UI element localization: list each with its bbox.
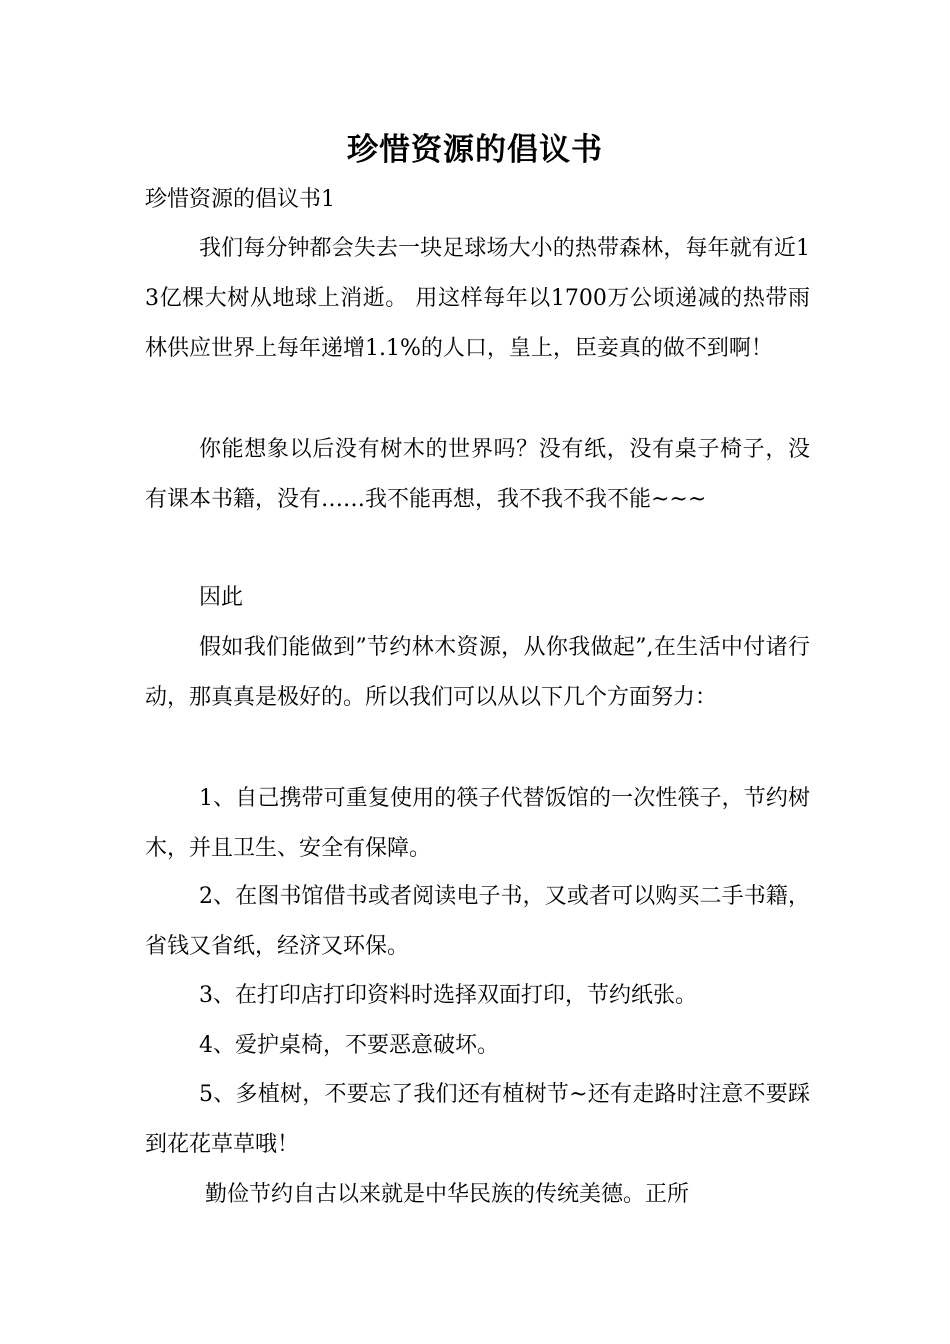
list-item-library: 2、在图书馆借书或者阅读电子书，又或者可以购买二手书籍，省钱又省纸，经济又环保。 — [145, 884, 810, 959]
list-item-protect-desks: 4、爱护桌椅，不要恶意破坏。 — [199, 1033, 499, 1058]
section-heading: 珍惜资源的倡议书1 — [145, 187, 335, 212]
paragraph-proposal-intro: 假如我们能做到”节约林木资源，从你我做起”,在生活中付诸行动，那真真是极好的。所以我们可以从以下几个方面努力： — [145, 635, 810, 710]
list-item-plant-trees: 5、多植树，不要忘了我们还有植树节~还有走路时注意不要踩到花花草草哦！ — [145, 1082, 810, 1157]
paragraph-world-without-trees: 你能想象以后没有树木的世界吗？没有纸，没有桌子椅子，没有课本书籍，没有……我不能再想，我不我不我不能~~~ — [145, 437, 810, 512]
paragraph-rainforest-loss: 我们每分钟都会失去一块足球场大小的热带森林，每年就有近13亿棵大树从地球上消逝。 用这样每年以1700万公顷递减的热带雨林供应世界上每年递增1.1%的人口，皇上，臣妾真的做不到啊！ — [145, 236, 810, 361]
document-title: 珍惜资源的倡议书 — [347, 132, 603, 168]
list-item-duplex-printing: 3、在打印店打印资料时选择双面打印，节约纸张。 — [199, 983, 697, 1008]
list-item-chopsticks: 1、自己携带可重复使用的筷子代替饭馆的一次性筷子，节约树木，并且卫生、安全有保障。 — [145, 786, 810, 861]
paragraph-frugality: 勤俭节约自古以来就是中华民族的传统美德。正所 — [205, 1182, 690, 1207]
paragraph-therefore: 因此 — [199, 585, 244, 610]
